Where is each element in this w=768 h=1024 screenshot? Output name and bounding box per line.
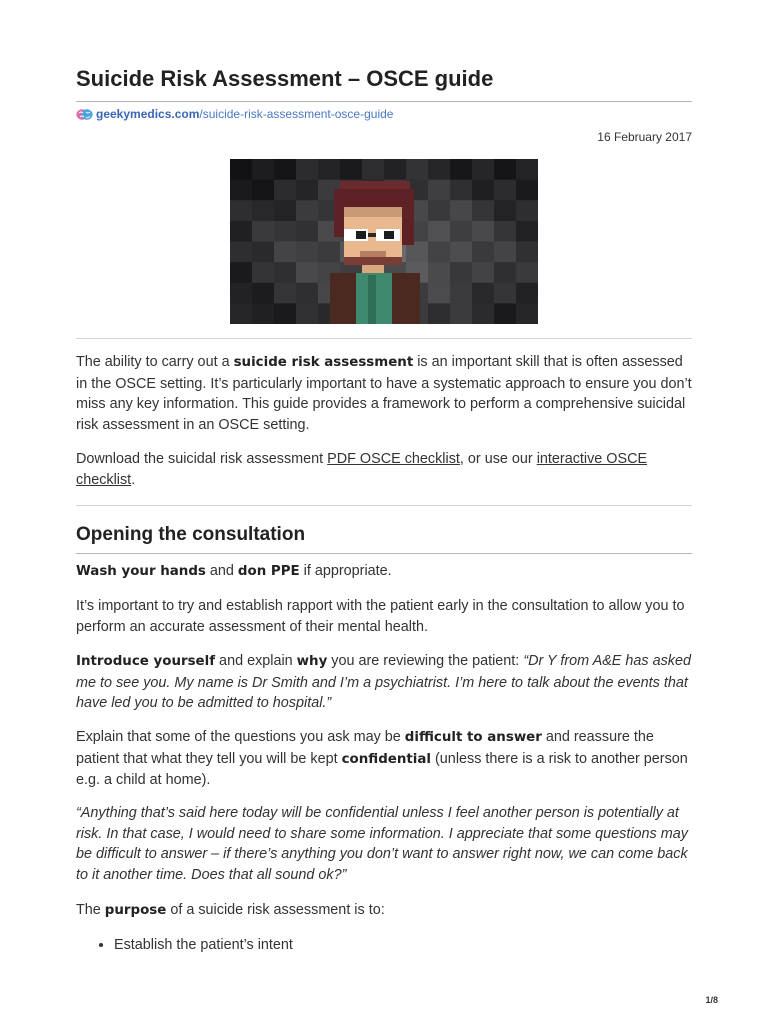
pixel-art-doctor-image <box>230 159 538 324</box>
brain-logo-icon <box>76 108 93 121</box>
intro-paragraph: The ability to carry out a suicide risk assessment is an important skill that is often assessed in the OSCE setting. It’s particularly important to have a systematic approach to ensure you don’t miss any key information. This guide provides a framework to perform a comprehensive suicidal risk assessment in an OSCE setting. <box>76 354 692 433</box>
source-link[interactable] <box>76 107 393 121</box>
rapport-paragraph: It’s important to try and establish rapport with the patient early in the consultation to allow you to perform an accurate assessment of their mental health. <box>76 598 685 635</box>
introduce-paragraph: Introduce yourself and explain why you are reviewing the patient: “Dr Y from A&E has asked me to see you. My name is Dr Smith and I’m a psychiatrist. I’m here to talk about the events that have led you to be admitted to hospital.” <box>76 653 692 711</box>
list-item: • Establish the patient’s intent <box>114 935 293 956</box>
source-path[interactable]: /suicide-risk-assessment-osce-guide <box>199 107 394 121</box>
page-title: Suicide Risk Assessment – OSCE guide <box>76 66 494 91</box>
page-number: 1/8 <box>705 995 718 1005</box>
pdf-checklist-link[interactable]: PDF OSCE checklist <box>327 451 460 467</box>
confidential-quote: “Anything that’s said here today will be confidential unless I feel another person is potentially at risk. In that case, I would need to share some information. I appreciate that some questions may be difficult to answer – if there’s anything you don’t want to answer right now, we can come back to it another time. Does that all sound ok?” <box>76 805 688 883</box>
section-heading: Opening the consultation <box>76 524 306 545</box>
source-domain[interactable]: geekymedics.com <box>96 107 200 121</box>
interactive-checklist-link[interactable]: interactive OSCE checklist <box>76 451 648 488</box>
image-divider <box>76 338 692 339</box>
purpose-list <box>76 935 293 956</box>
hands-paragraph: Wash your hands and don PPE if appropriate. <box>76 563 392 579</box>
purpose-paragraph: The purpose of a suicide risk assessment is to: <box>76 902 385 918</box>
publish-date: 16 February 2017 <box>597 130 692 144</box>
section-top-divider <box>76 505 692 506</box>
section-heading-divider <box>76 553 692 554</box>
download-paragraph: Download the suicidal risk assessment PDF OSCE checklist, or use our interactive OSCE checklist. <box>76 451 648 488</box>
title-divider <box>76 101 692 102</box>
confidential-paragraph: Explain that some of the questions you ask may be difficult to answer and reassure the patient that what they tell you will be kept confidential (unless there is a risk to another person e.g. a child at home). <box>76 729 688 788</box>
